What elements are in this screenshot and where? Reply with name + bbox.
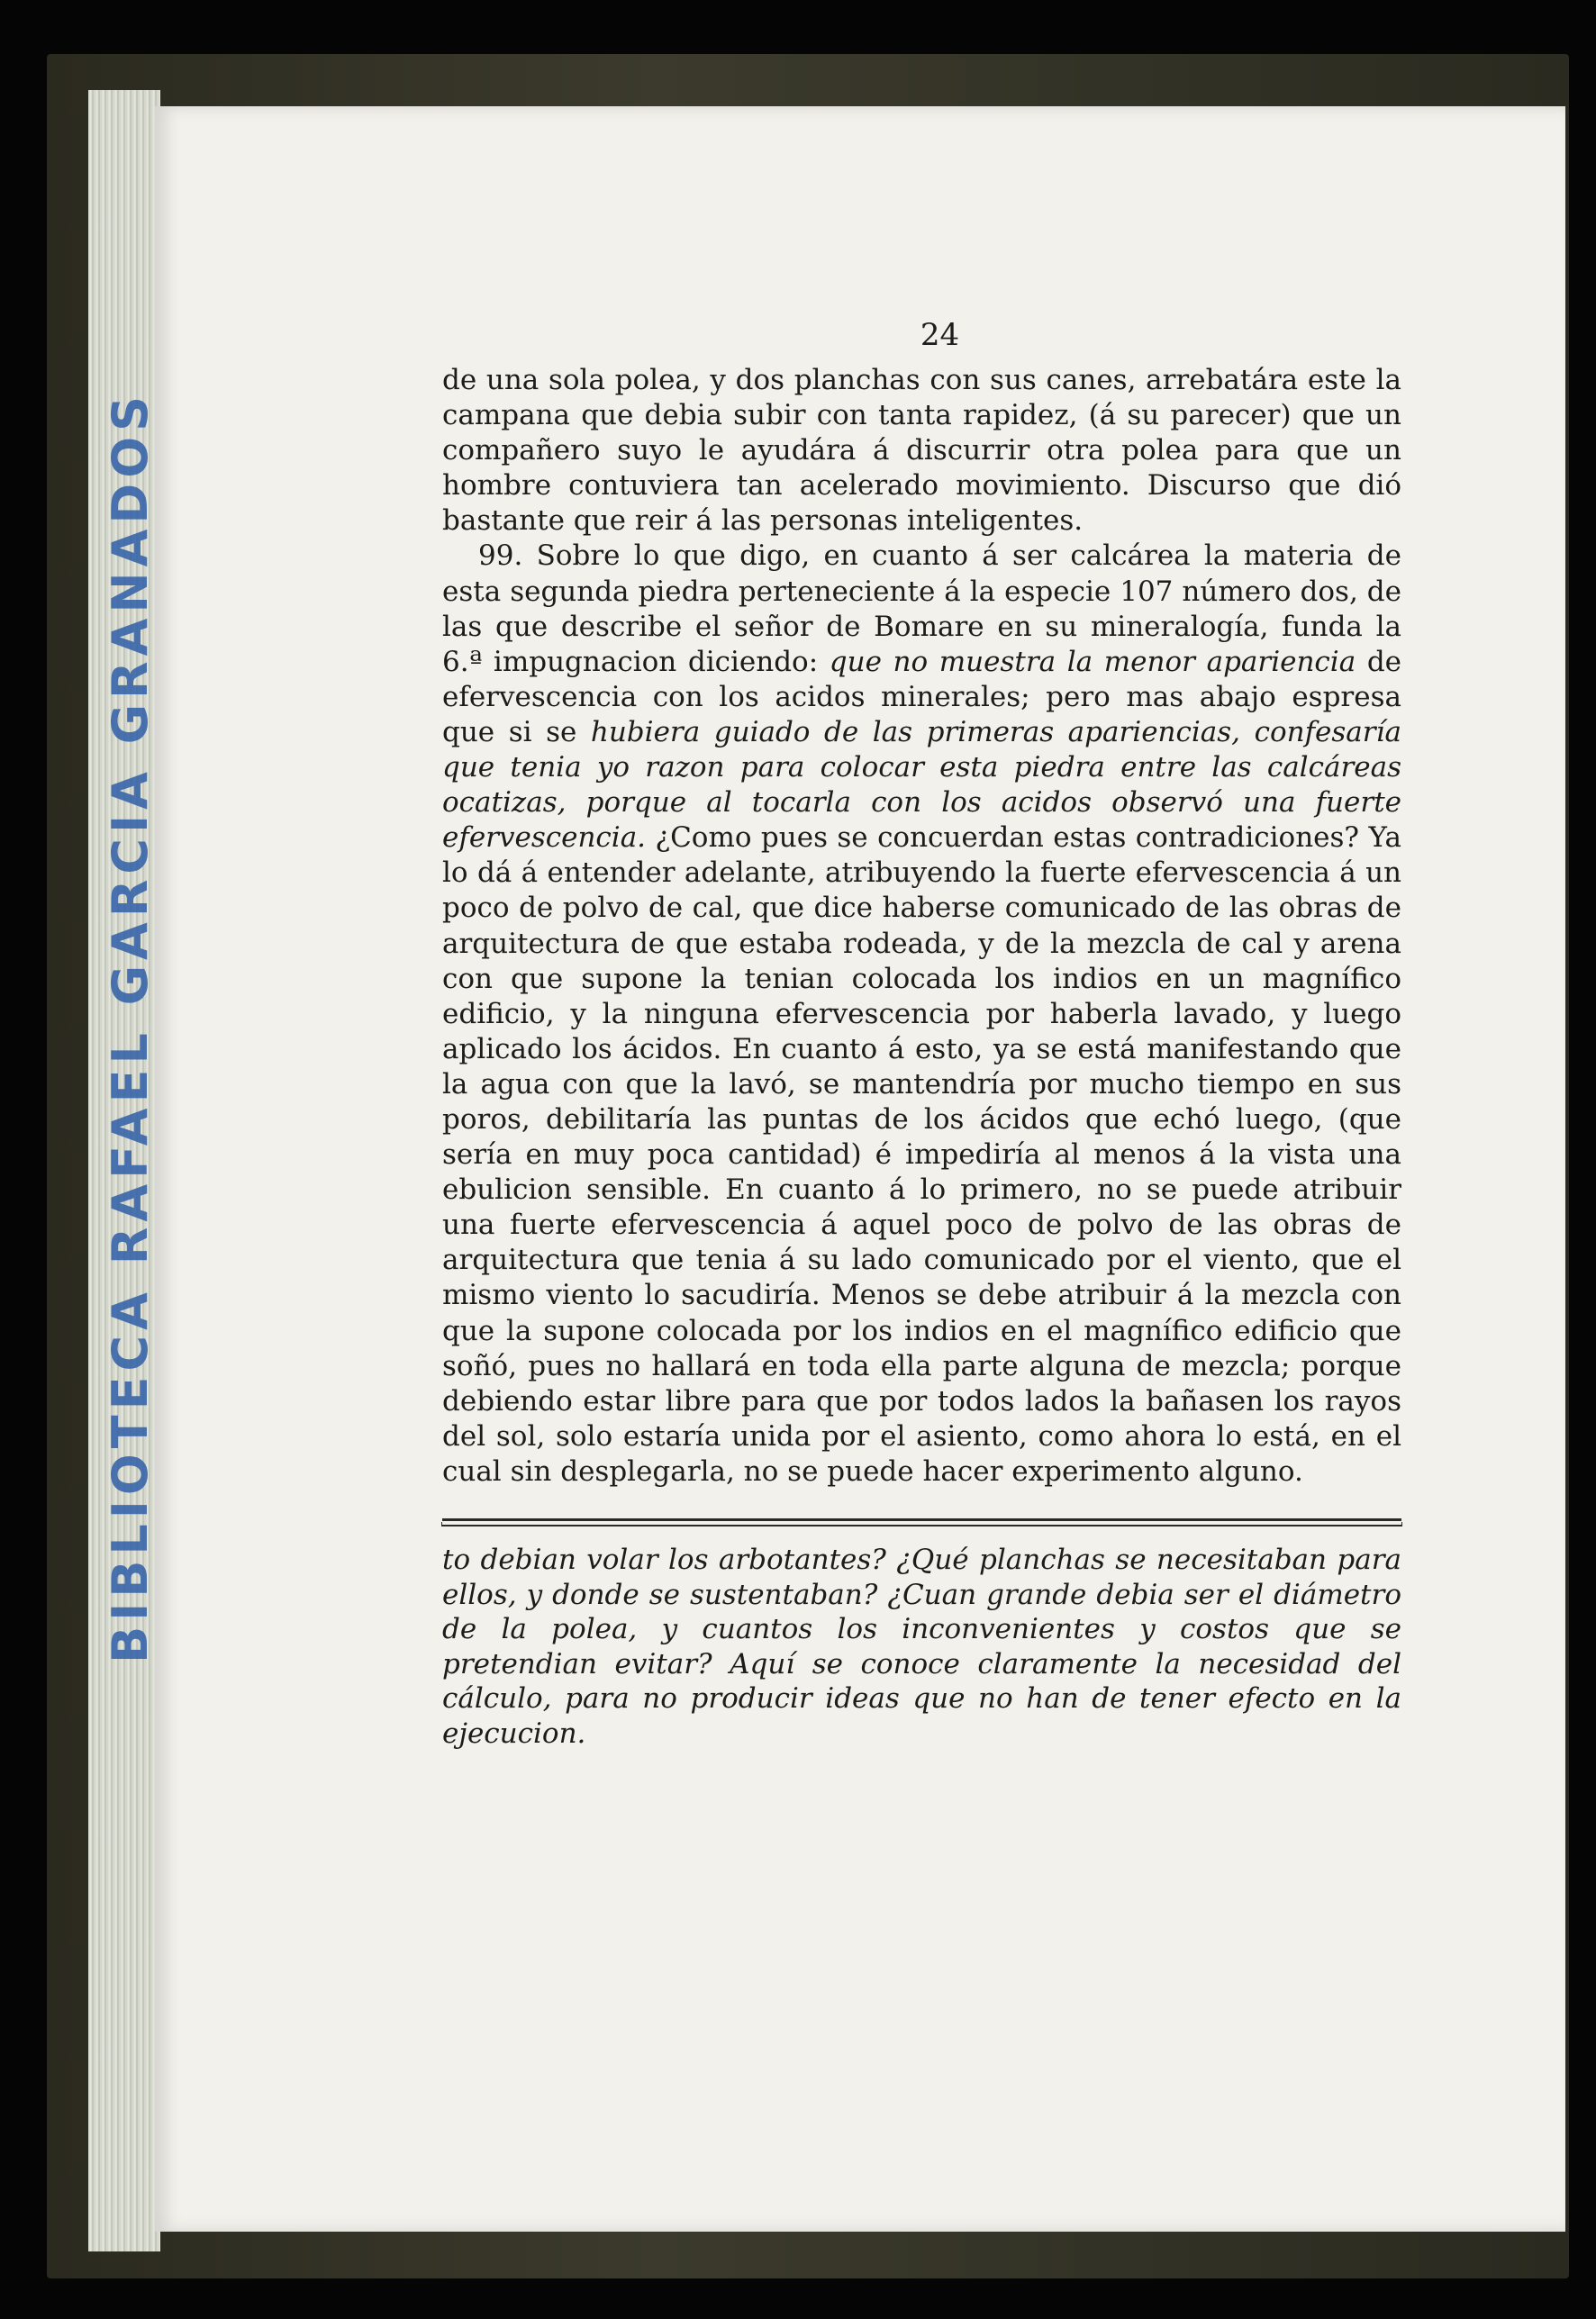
- paragraph-2-part-1: 99. Sobre lo que digo, en cuanto á ser calcárea la materia de esta segunda piedra perteneciente á la especie 107 número dos, de las que describe el señor de Bomare en su mineralogía, funda la 6.ª impugnacion diciendo:: [442, 539, 1401, 678]
- paragraph-1: de una sola polea, y dos planchas con sus canes, arrebatára este la campana que debia subir con tanta rapidez, (á su parecer) que un compañero suyo le ayudára á discurrir otra polea para que un hombre contuviera tan acelerado movimiento. Discurso que dió bastante que reir á las personas inteligentes.: [442, 364, 1401, 538]
- footnote-divider: [442, 1518, 1401, 1521]
- page-text-block: [442, 317, 1402, 1752]
- paragraph-2-part-3: ¿Como pues se concuerdan estas contradiciones? Ya lo dá á entender adelante, atribuyendo la fuerte efervescencia á un poco de polvo de cal, que dice haberse comunicado de las obras de arquitectura de que estaba rodeada, y de la mezcla de cal y arena con que supone la tenian colocada los indios en un magnífico edificio, y la ninguna efervescencia por haberla lavado, y luego aplicado los ácidos. En cuanto á esto, ya se está manifestando que la agua con que la lavó, se mantendría por mucho tiempo en sus poros, debilitaría las puntas de los ácidos que echó luego, (que sería en muy poca cantidad) é impediría al menos á la vista una ebulicion sensible. En cuanto á lo primero, no se puede atribuir una fuerte efervescencia á aquel poco de polvo de las obras de arquitectura que tenia á su lado comunicado por el viento, que el mismo viento lo sacudiría. Menos se debe atribuir á la mezcla con que la supone colocada por los indios en el magnífico edificio que soñó, pues no hallará en toda ella parte alguna de mezcla; porque debiendo estar libre para que por todos lados la bañasen los rayos del sol, solo estaría unida por el asiento, como ahora lo está, en el cual sin desplegarla, no se puede hacer experimento alguno.: [442, 821, 1401, 1488]
- paragraph-2-part-2: de efervescencia con los acidos minerales; pero mas abajo espresa que si se: [442, 645, 1402, 748]
- library-stamp: [86, 390, 176, 1663]
- library-stamp-text: BIBLIOTECA RAFAEL GARCIA GRANADOS: [102, 390, 159, 1663]
- page-number: 24: [920, 317, 960, 353]
- paragraph-2-italic-2: hubiera guiado de las primeras apariencias, confesaría que tenia yo razon para colocar esta piedra entre las calcáreas ocatizas, porque al tocarla con los acidos observó una fuerte efervescencia.: [442, 715, 1401, 855]
- faded-ink-mark: [703, 144, 937, 324]
- paragraph-2: [442, 539, 1401, 1490]
- paragraph-2-italic-1: que no muestra la menor apariencia: [829, 645, 1356, 678]
- footnote: to debian volar los arbotantes? ¿Qué planchas se necesitaban para ellos, y donde se sustentaban? ¿Cuan grande debia ser el diámetro de la polea, y cuantos los inconvenientes y costos que se pretendian evitar? Aquí se conoce claramente la necesidad del cálculo, para no producir ideas que no han de tener efecto en la ejecucion.: [442, 1544, 1401, 1750]
